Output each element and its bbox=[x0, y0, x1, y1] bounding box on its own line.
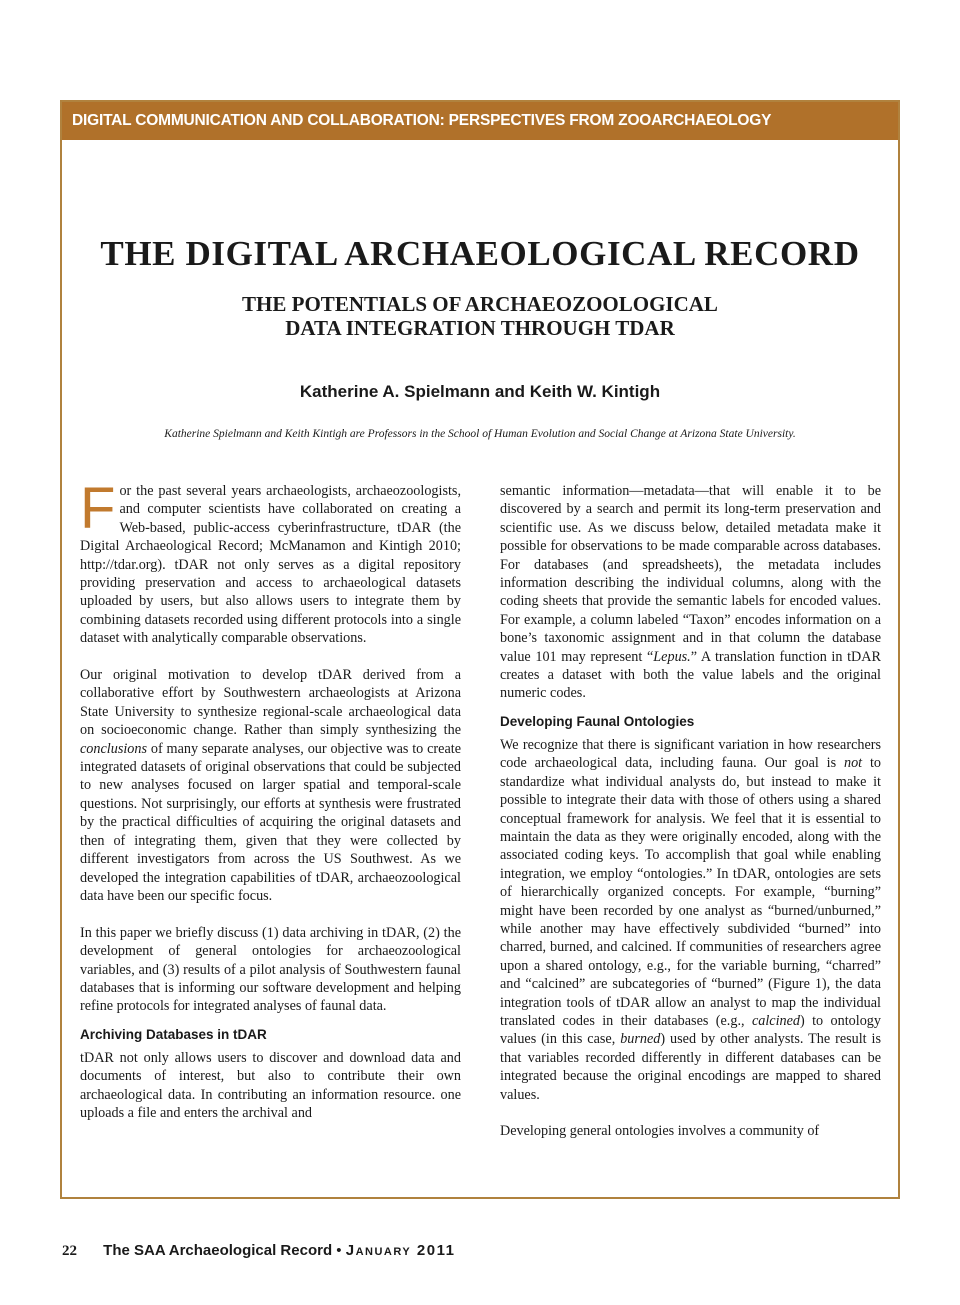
page-number: 22 bbox=[62, 1243, 77, 1259]
issue-date: January 2011 bbox=[345, 1242, 456, 1259]
left-column bbox=[80, 476, 461, 1122]
footer-bullet: • bbox=[336, 1242, 342, 1259]
metadata-text-b: ” A translation function in tDAR creates a dataset with both the value labels and the original numeric codes. bbox=[500, 648, 881, 702]
journal-name: The SAA Archaeological Record bbox=[103, 1242, 333, 1259]
intro-text: or the past several years archaeologists, archaeozoologists, and computer scientists have collaborated on creating a Web-based, public-access cyberinfrastructure, tDAR (the Digital Archaeological Record; McManamon and Kintigh 2010; http://tdar.org). tDAR not only serves as a digital repository providing preservation and access to archaeological datasets uploaded by users, but also allows users to integrate them by combining datasets recorded using different protocols into a single dataset with analytically comparable observations. bbox=[80, 483, 461, 647]
emphasis-conclusions: conclusions bbox=[80, 740, 147, 757]
author-affiliation: Katherine Spielmann and Keith Kintigh are Professors in the School of Human Evolution and Social Change at Arizona State University. bbox=[164, 428, 796, 440]
ontologies-text-d: ) used by other analysts. The result is that variables recorded differently in different databases can be integrated because the original encodings are mapped to shared values. bbox=[500, 1031, 882, 1103]
right-column bbox=[500, 482, 881, 1141]
emphasis-burned: burned bbox=[620, 1031, 661, 1048]
heading-faunal-ontologies: Developing Faunal Ontologies bbox=[500, 713, 695, 729]
metadata-text-a: semantic information—metadata—that will enable it to be discovered by a search and permit its long-term preservation and scientific use. As we discuss below, detailed metadata make it possible for observations to be made comparable across databases. For databases (and spreadsheets), the metadata includes information describing the individual columns, along with the coding sheets that provide the semantic labels for encoded values. For example, a column labeled “Taxon” encodes information on a bone’s taxonomic assignment and in that column the database value 101 may represent “ bbox=[500, 483, 881, 665]
authors: Katherine A. Spielmann and Keith W. Kintigh bbox=[299, 382, 661, 401]
metadata-paragraph bbox=[500, 482, 881, 703]
emphasis-not: not bbox=[843, 755, 863, 772]
article-subtitle bbox=[62, 292, 898, 340]
community-paragraph: Developing general ontologies involves a community of bbox=[500, 1123, 820, 1140]
article-title: THE DIGITAL ARCHAEOLOGICAL RECORD bbox=[100, 234, 860, 273]
subtitle-line-2: DATA INTEGRATION THROUGH TDAR bbox=[285, 316, 675, 340]
section-banner: DIGITAL COMMUNICATION AND COLLABORATION: PERSPECTIVES FROM ZOOARCHAEOLOGY bbox=[62, 102, 898, 140]
motivation-paragraph bbox=[80, 666, 461, 905]
emphasis-calcined: calcined bbox=[751, 1012, 800, 1029]
motivation-text-b: of many separate analyses, our objective was to create integrated datasets of original observations that could be subjected to new analyses focused on larger spatial and temporal-scale questions. Not surprisingly, our efforts at synthesis were frustrated by the practical difficulties of acquiring the original datasets and then of integrating them, given that they were collected by different investigators from across the US Southwest. As we developed the integration capabilities of tDAR, archaeozoological data have been our specific focus. bbox=[80, 740, 461, 904]
ontologies-text-c: ) to ontology values (in this case, bbox=[500, 1012, 881, 1048]
emphasis-lepus: Lepus. bbox=[653, 648, 691, 665]
drop-cap: F bbox=[80, 476, 116, 541]
intro-paragraph bbox=[80, 476, 461, 648]
ontologies-paragraph bbox=[500, 736, 881, 1104]
archiving-paragraph: tDAR not only allows users to discover and download data and documents of interest, but also to contribute their own archaeological data. In contributing an information resource. one uploads a file and enters the archival and bbox=[80, 1049, 461, 1121]
subtitle-line-1: THE POTENTIALS OF ARCHAEOZOOLOGICAL bbox=[242, 292, 718, 316]
ontologies-text-a: We recognize that there is significant variation in how researchers code archaeological data, including fauna. Our goal is bbox=[500, 736, 881, 772]
ontologies-text-b: to standardize what individual analysts do, but instead to make it possible to integrate their data with those of others using a shared conceptual framework for analysis. We feel that it is essential to maintain the data as they were originally encoded, along with the associated coding keys. To accomplish that goal while enabling integration, we employ “ontologies.” In tDAR, ontologies are sets of hierarchically organized concepts. For example, “burning” might have been recorded by one analyst as “burned/unburned,” while another may have effectively subdivided “burned” into charred, burned, and calcined. If communities of researchers agree upon a shared ontology, e.g., for the variable burning, “charred” and “calcined” are subcategories of “burned” (Figure 1), the data integration tools of tDAR allow an analyst to map the individual translated codes in their databases (e.g., bbox=[500, 755, 881, 1029]
motivation-text-a: Our original motivation to develop tDAR derived from a collaborative effort by Southwestern archaeologists at Arizona State University to synthesize regional-scale archaeological data on socioeconomic change. Rather than simply synthesizing the bbox=[80, 667, 461, 739]
heading-archiving: Archiving Databases in tDAR bbox=[80, 1026, 267, 1042]
overview-paragraph: In this paper we briefly discuss (1) data archiving in tDAR, (2) the development of general ontologies for archaeozoological variables, and (3) results of a pilot analysis of Southwestern faunal databases that is informing our software development and helping refine protocols for integrated analyses of faunal data. bbox=[80, 924, 461, 1015]
article-frame bbox=[60, 100, 900, 1199]
page-footer bbox=[62, 1242, 455, 1260]
